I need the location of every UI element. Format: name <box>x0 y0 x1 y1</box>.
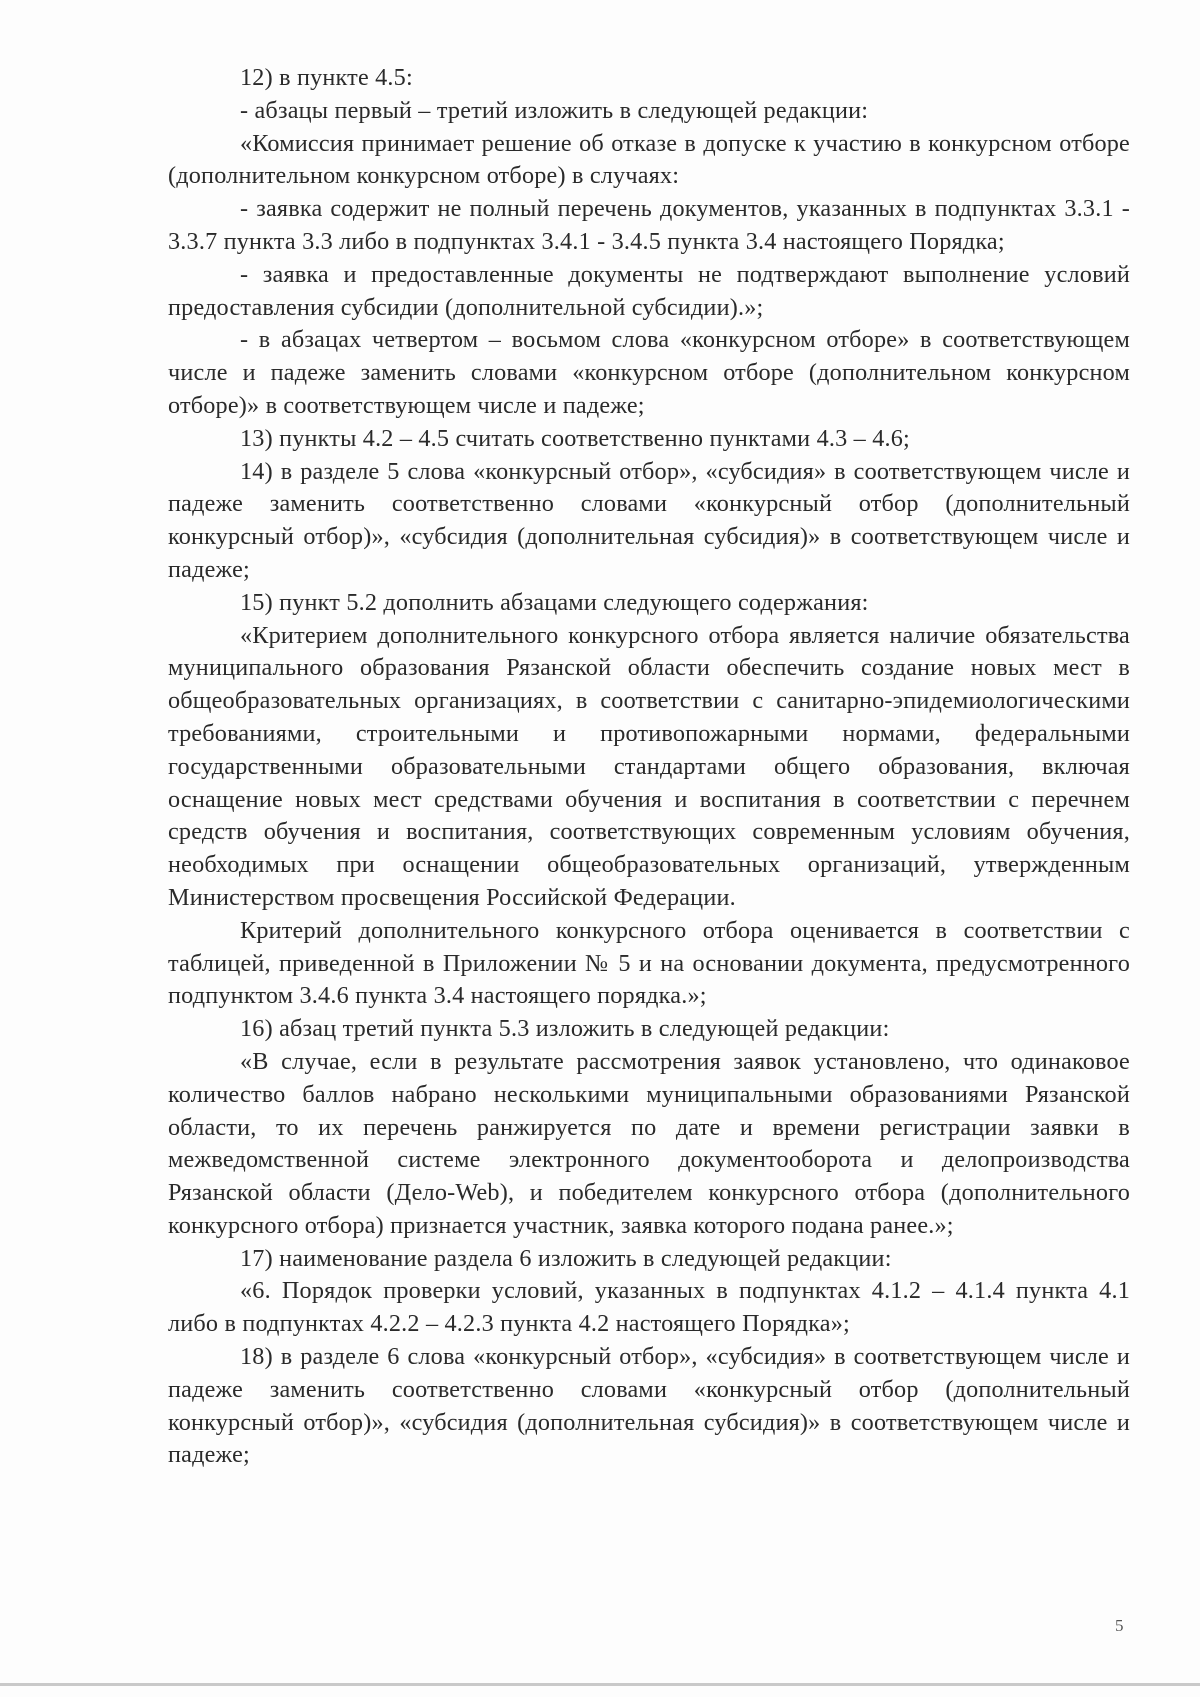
paragraph: «В случае, если в результате рассмотрения заявок установлено, что одинаковое количество баллов набрано несколькими муниципальными образованиями Рязанской области, то их перечень ранжируется по дате и времени регистрации заявки в межведомственной системе электронного документооборота и делопроизводства Рязанской области (Дело-Web), и победителем конкурсного отбора (дополнительного конкурсного отбора) признается участник, заявка которого подана ранее.»; <box>168 1047 1130 1239</box>
paragraph: - в абзацах четвертом – восьмом слова «конкурсном отборе» в соответствующем числе и падеже заменить словами «конкурсном отборе (дополнительном конкурсном отборе)» в соответствующем числе и падеже; <box>168 326 1130 419</box>
paragraph: 18) в разделе 6 слова «конкурсный отбор», «субсидия» в соответствующем числе и падеже заменить соответственно словами «конкурсный отбор (дополнительный конкурсный отбор)», «субсидия (дополнительная субсидия)» в соответствующем числе и падеже; <box>168 1343 1130 1469</box>
paragraph: - абзацы первый – третий изложить в следующей редакции: <box>240 96 869 124</box>
document-body <box>168 62 1130 1472</box>
paragraph: 15) пункт 5.2 дополнить абзацами следующего содержания: <box>240 588 869 616</box>
paragraph: «Комиссия принимает решение об отказе в допуске к участию в конкурсном отборе (дополнительном конкурсном отборе) в случаях: <box>168 129 1130 190</box>
paragraph: Критерий дополнительного конкурсного отбора оценивается в соответствии с таблицей, приведенной в Приложении № 5 и на основании документа, предусмотренного подпунктом 3.4.6 пункта 3.4 настоящего порядка.»; <box>168 916 1130 1010</box>
paragraph: 12) в пункте 4.5: <box>240 64 413 91</box>
paragraph: 16) абзац третий пункта 5.3 изложить в следующей редакции: <box>240 1015 890 1043</box>
paragraph: 14) в разделе 5 слова «конкурсный отбор», «субсидия» в соответствующем числе и падеже заменить соответственно словами «конкурсный отбор (дополнительный конкурсный отбор)», «субсидия (дополнительная субсидия)» в соответствующем числе и падеже; <box>168 457 1130 583</box>
page-bottom-edge <box>0 1683 1200 1686</box>
paragraph: - заявка и предоставленные документы не подтверждают выполнение условий предоставления субсидии (дополнительной субсидии).»; <box>168 260 1130 321</box>
paragraph: «Критерием дополнительного конкурсного отбора является наличие обязательства муниципального образования Рязанской области обеспечить создание новых мест в общеобразовательных организациях, в соответствии с санитарно-эпидемиологическими требованиями, строительными и противопожарными нормами, федеральными государственными образовательными стандартами общего образования, включая оснащение новых мест средствами обучения и воспитания в соответствии с перечнем средств обучения и воспитания, соответствующих современным условиям обучения, необходимых при оснащении общеобразовательных организаций, утвержденным Министерством просвещения Российской Федерации. <box>168 621 1130 911</box>
paragraph: - заявка содержит не полный перечень документов, указанных в подпунктах 3.3.1 - 3.3.7 пункта 3.3 либо в подпунктах 3.4.1 - 3.4.5 пункта 3.4 настоящего Порядка; <box>168 195 1130 255</box>
paragraph: «6. Порядок проверки условий, указанных в подпунктах 4.1.2 – 4.1.4 пункта 4.1 либо в подпунктах 4.2.2 – 4.2.3 пункта 4.2 настоящего Порядка»; <box>168 1277 1130 1338</box>
paragraph: 13) пункты 4.2 – 4.5 считать соответственно пунктами 4.3 – 4.6; <box>240 424 910 452</box>
paragraph: 17) наименование раздела 6 изложить в следующей редакции: <box>240 1244 892 1272</box>
page-number: 5 <box>1115 1616 1124 1635</box>
